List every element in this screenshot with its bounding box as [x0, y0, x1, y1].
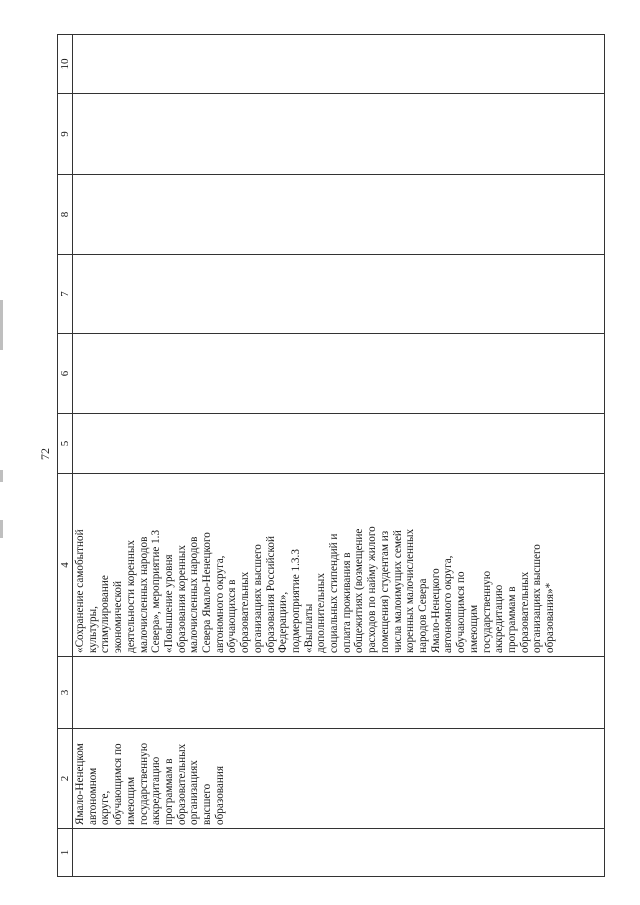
data-table [57, 34, 605, 877]
table-cell-9 [73, 94, 605, 175]
column-header: 1 [58, 829, 73, 877]
column-header: 7 [58, 255, 73, 334]
table-cell-7 [73, 255, 605, 334]
table-cell-1 [73, 829, 605, 877]
column-header: 4 [58, 474, 73, 657]
column-header: 10 [58, 35, 73, 94]
table-cell-4: «Сохранение самобытной культуры, стимулирование экономической деятельности коренных малочисленных народов Севера», мероприятие 1.3 «Повышение уровня образования коренных малочисленных народов Севера Ямало-Ненецкого автономного округа, обучающихся в образовательных организациях высшего образования Российской Федерации», подмероприятие 1.3.3 «Выплаты дополнительных социальных стипендий и оплата проживания в общежитиях (возмещение расходов по найму жилого помещения) студентам из числа малоимущих семей коренных малочисленных народов Севера Ямало-Ненецкого автономного округа, обучающимся по имеющим государственную аккредитацию программам в образовательных организациях высшего образования»* [73, 474, 605, 657]
table-cell-8 [73, 175, 605, 255]
table-cell-10 [73, 35, 605, 94]
table-cell-6 [73, 334, 605, 414]
column-header: 2 [58, 729, 73, 829]
column-header: 6 [58, 334, 73, 414]
table-cell-5 [73, 414, 605, 474]
page-number: 72 [38, 448, 52, 460]
table-cell-3 [73, 657, 605, 729]
column-header: 8 [58, 175, 73, 255]
table-row [73, 35, 605, 877]
column-header: 9 [58, 94, 73, 175]
column-header: 5 [58, 414, 73, 474]
column-number-row [58, 35, 73, 877]
table-cell-2: Ямало-Ненецком автономном округе, обучающимся по имеющим государственную аккредитацию программам в образовательных организациях высшего образования [73, 729, 605, 829]
column-header: 3 [58, 657, 73, 729]
